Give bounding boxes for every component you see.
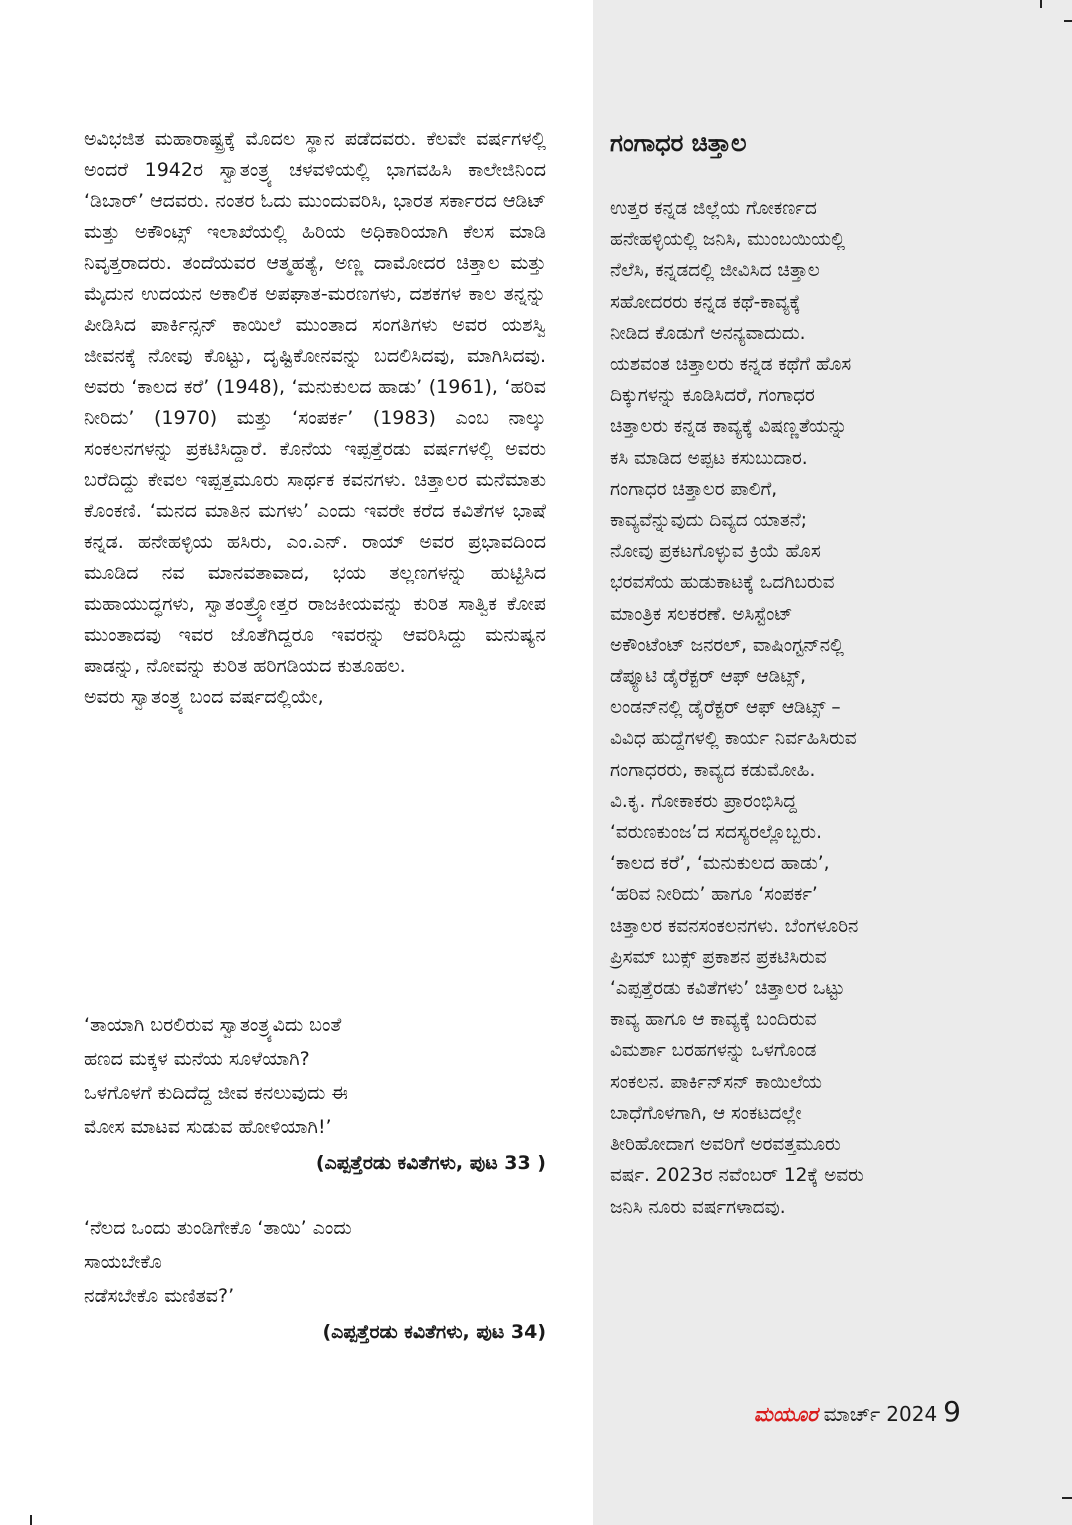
sidebar-text-line: ಡೆಪ್ಯೂಟಿ ಡೈರೆಕ್ಟರ್ ಆಫ್ ಆಡಿಟ್ಸ್, [610,666,806,688]
sidebar-text-line: ‘ಎಪ್ಪತ್ತೆರಡು ಕವಿತೆಗಳು’ ಚಿತ್ತಾಲರ ಒಟ್ಟು [610,978,845,1000]
sidebar-text-line: ಕಾವ್ಯವೆನ್ನುವುದು ದಿವ್ಯದ ಯಾತನೆ; [610,510,807,532]
sidebar-text-line: ಭರವಸೆಯ ಹುಡುಕಾಟಕ್ಕೆ ಒದಗಿಬರುವ [610,572,835,594]
sidebar-text-line: ಕಸಿ ಮಾಡಿದ ಅಪ್ಪಟ ಕಸುಬುದಾರ. [610,447,808,469]
sidebar-text-line: ಕಾವ್ಯ ಹಾಗೂ ಆ ಕಾವ್ಯಕ್ಕೆ ಬಂದಿರುವ [610,1009,817,1031]
main-text-column [84,124,546,713]
poem-line: ‘ನೆಲದ ಒಂದು ತುಂಡಿಗೇಕೊ ‘ತಾಯಿ’ ಎಂದು [84,1217,352,1239]
poem-citation: (ಎಪ್ಪತ್ತೆರಡು ಕವಿತೆಗಳು, ಪುಟ 33 ) [315,1152,546,1174]
sidebar-text-line: ಸಂಕಲನ. ಪಾರ್ಕಿನ್‌ಸನ್ ಕಾಯಿಲೆಯ [610,1071,822,1093]
sidebar-text-line: ಗಂಗಾಧರ ಚಿತ್ತಾಲರ ಪಾಲಿಗೆ, [610,478,778,500]
sidebar-text-line: ಯಶವಂತ ಚಿತ್ತಾಲರು ಕನ್ನಡ ಕಥೆಗೆ ಹೊಸ [610,354,852,376]
crop-mark-right-top [1064,20,1072,22]
sidebar-text-line: ಜನಿಸಿ ನೂರು ವರ್ಷಗಳಾದವು. [610,1196,786,1218]
crop-mark-bottom-left [30,1515,32,1525]
crop-mark-top [1040,0,1042,8]
poem-line: ಹಣದ ಮಕ್ಕಳ ಮನೆಯ ಸೂಳೆಯಾಗಿ? [84,1048,310,1070]
page-footer [754,1395,961,1428]
page-number: 9 [943,1395,961,1428]
sidebar-text-line: ನೀಡಿದ ಕೊಡುಗೆ ಅನನ್ಯವಾದುದು. [610,322,806,344]
sidebar-text-line: ವಿಮರ್ಶಾ ಬರಹಗಳನ್ನು ಒಳಗೊಂಡ [610,1040,817,1062]
poem-quote-2 [84,1211,546,1349]
sidebar-text-line: ಹನೇಹಳ್ಳಿಯಲ್ಲಿ ಜನಿಸಿ, ಮುಂಬಯಿಯಲ್ಲಿ [610,229,846,251]
sidebar-text-line: ಬಾಧೆಗೊಳಗಾಗಿ, ಆ ಸಂಕಟದಲ್ಲೇ [610,1102,802,1124]
body-paragraph: ಅವಿಭಜಿತ ಮಹಾರಾಷ್ಟ್ರಕ್ಕೆ ಮೊದಲ ಸ್ಥಾನ ಪಡೆದವರು. ಕೆಲವೇ ವರ್ಷಗಳಲ್ಲಿ ಅಂದರೆ 1942ರ ಸ್ವಾತಂತ್ರ್ಯ ಚಳವಳಿಯಲ್ಲಿ ಭಾಗವಹಿಸಿ ಕಾಲೇಜಿನಿಂದ ‘ಡಿಬಾರ್’ ಆದವರು. ನಂತರ ಓದು ಮುಂದುವರಿಸಿ, ಭಾರತ ಸರ್ಕಾರದ ಆಡಿಟ್ ಮತ್ತು ಅಕೌಂಟ್ಸ್ ಇಲಾಖೆಯಲ್ಲಿ ಹಿರಿಯ ಅಧಿಕಾರಿಯಾಗಿ ಕೆಲಸ ಮಾಡಿ ನಿವೃತ್ತರಾದರು. ತಂದೆಯವರ ಆತ್ಮಹತ್ಯೆ, ಅಣ್ಣ ದಾಮೋದರ ಚಿತ್ತಾಲ ಮತ್ತು ಮೈದುನ ಉದಯನ ಅಕಾಲಿಕ ಅಪಘಾತ-ಮರಣಗಳು, ದಶಕಗಳ ಕಾಲ ತನ್ನನ್ನು ಪೀಡಿಸಿದ ಪಾರ್ಕಿನ್ಸನ್ ಕಾಯಿಲೆ ಮುಂತಾದ ಸಂಗತಿಗಳು ಅವರ ಯಶಸ್ವಿ ಜೀವನಕ್ಕೆ ನೋವು ಕೊಟ್ಟು, ದೃಷ್ಟಿಕೋನವನ್ನು ಬದಲಿಸಿದವು, ಮಾಗಿಸಿದವು. ಅವರು ‘ಕಾಲದ ಕರೆ’ (1948), ‘ಮನುಕುಲದ ಹಾಡು’ (1961), ‘ಹರಿವ ನೀರಿದು’ (1970) ಮತ್ತು ‘ಸಂಪರ್ಕ’ (1983) ಎಂಬ ನಾಲ್ಕು ಸಂಕಲನಗಳನ್ನು ಪ್ರಕಟಿಸಿದ್ದಾರೆ. ಕೊನೆಯ ಇಪ್ಪತ್ತೆರಡು ವರ್ಷಗಳಲ್ಲಿ ಅವರು ಬರೆದಿದ್ದು ಕೇವಲ ಇಪ್ಪತ್ತಮೂರು ಸಾರ್ಥಕ ಕವನಗಳು. ಚಿತ್ತಾಲರ ಮನೆಮಾತು ಕೊಂಕಣಿ. ‘ಮನದ ಮಾತಿನ ಮಗಳು’ ಎಂದು ಇವರೇ ಕರೆದ ಕವಿತೆಗಳ ಭಾಷೆ ಕನ್ನಡ. ಹನೇಹಳ್ಳಿಯ ಹಸಿರು, ಎಂ.ಎನ್. ರಾಯ್ ಅವರ ಪ್ರಭಾವದಿಂದ ಮೂಡಿದ ನವ ಮಾನವತಾವಾದ, ಭಯ ತಲ್ಲಣಗಳನ್ನು ಹುಟ್ಟಿಸಿದ ಮಹಾಯುದ್ಧಗಳು, ಸ್ವಾತಂತ್ರ್ಯೋತ್ತರ ರಾಜಕೀಯವನ್ನು ಕುರಿತ ಸಾತ್ವಿಕ ಕೋಪ ಮುಂತಾದವು ಇವರ ಜೊತೆಗಿದ್ದರೂ ಇವರನ್ನು ಆವರಿಸಿದ್ದು ಮನುಷ್ಯನ ಪಾಡನ್ನು, ನೋವನ್ನು ಕುರಿತ ಹರಿಗಡಿಯದ ಕುತೂಹಲ. [84,128,546,677]
sidebar-text-line: ವಿವಿಧ ಹುದ್ದೆಗಳಲ್ಲಿ ಕಾರ್ಯ ನಿರ್ವಹಿಸಿರುವ [610,728,857,750]
sidebar-text-line: ವರ್ಷ. 2023ರ ನವೆಂಬರ್ 12ಕ್ಕೆ ಅವರು [610,1165,864,1187]
sidebar-text-line: ‘ಹರಿವ ನೀರಿದು’ ಹಾಗೂ ‘ಸಂಪರ್ಕ’ [610,884,818,906]
poem-line: ‘ತಾಯಾಗಿ ಬರಲಿರುವ ಸ್ವಾತಂತ್ರ್ಯವಿದು ಬಂತೆ [84,1014,342,1036]
sidebar-text-line: ನೋವು ಪ್ರಕಟಗೊಳ್ಳುವ ಕ್ರಿಯೆ ಹೊಸ [610,541,821,563]
sidebar-text-line: ಪ್ರಿಸಮ್ ಬುಕ್ಸ್ ಪ್ರಕಾಶನ ಪ್ರಕಟಿಸಿರುವ [610,946,827,968]
poem-quote-1 [84,1008,546,1180]
sidebar-text-line: ಚಿತ್ತಾಲರ ಕವನಸಂಕಲನಗಳು. ಬೆಂಗಳೂರಿನ [610,915,859,937]
footer-year: 2024 [886,1402,938,1426]
poem-line: ಸಾಯಬೇಕೊ [84,1251,162,1273]
poem-line: ಮೋಸ ಮಾಟವ ಸುಡುವ ಹೋಳಿಯಾಗಿ!’ [84,1116,332,1138]
sidebar-text-line: ಗಂಗಾಧರರು, ಕಾವ್ಯದ ಕಡುಮೋಹಿ. [610,759,816,781]
sidebar-text-line: ‘ಕಾಲದ ಕರೆ’, ‘ಮನುಕುಲದ ಹಾಡು’, [610,853,830,875]
sidebar-bio-text [610,193,966,1223]
sidebar-text-line: ಲಂಡನ್‌ನಲ್ಲಿ ಡೈರೆಕ್ಟರ್ ಆಫ್ ಆಡಿಟ್ಸ್ – [610,697,841,719]
magazine-logo: ಮಯೂರ [753,1402,818,1426]
sidebar-text-line: ಚಿತ್ತಾಲರು ಕನ್ನಡ ಕಾವ್ಯಕ್ಕೆ ವಿಷಣ್ಣತೆಯನ್ನು [610,416,848,438]
body-last-line: ಅವರು ಸ್ವಾತಂತ್ರ್ಯ ಬಂದ ವರ್ಷದಲ್ಲಿಯೇ, [84,686,324,708]
sidebar-text-line: ನೆಲೆಸಿ, ಕನ್ನಡದಲ್ಲಿ ಜೀವಿಸಿದ ಚಿತ್ತಾಲ [610,260,820,282]
sidebar-heading: ಗಂಗಾಧರ ಚಿತ್ತಾಲ [610,129,747,157]
sidebar-text-line: ವಿ.ಕೃ. ಗೋಕಾಕರು ಪ್ರಾರಂಭಿಸಿದ್ದ [610,790,797,812]
sidebar-text-line: ಉತ್ತರ ಕನ್ನಡ ಜಿಲ್ಲೆಯ ಗೋಕರ್ಣದ [610,198,817,219]
sidebar-text-line: ಅಕೌಂಟೆಂಟ್ ಜನರಲ್, ವಾಷಿಂಗ್ಟನ್‌ನಲ್ಲಿ [610,634,844,656]
sidebar-text-line: ‘ವರುಣಕುಂಜ’ದ ಸದಸ್ಯರಲ್ಲೊಬ್ಬರು. [610,822,822,844]
poem-citation: (ಎಪ್ಪತ್ತೆರಡು ಕವಿತೆಗಳು, ಪುಟ 34) [322,1321,546,1343]
sidebar-text-line: ತೀರಿಹೋದಾಗ ಅವರಿಗೆ ಅರವತ್ತಮೂರು [610,1134,841,1156]
sidebar-text-line: ದಿಕ್ಕುಗಳನ್ನು ಕೂಡಿಸಿದರೆ, ಗಂಗಾಧರ [610,385,815,407]
poem-line: ನಡೆಸಬೇಕೊ ಮಣಿತವ?’ [84,1285,235,1307]
crop-mark-right-bottom [1062,1497,1072,1499]
sidebar-text-line: ಮಾಂತ್ರಿಕ ಸಲಕರಣೆ. ಅಸಿಸ್ಟೆಂಟ್ [610,603,793,625]
footer-month: ಮಾರ್ಚ್ [823,1402,881,1426]
sidebar-text-line: ಸಹೋದರರು ಕನ್ನಡ ಕಥೆ-ಕಾವ್ಯಕ್ಕೆ [610,291,801,313]
poem-line: ಒಳಗೊಳಗೆ ಕುದಿದೆದ್ದ ಜೀವ ಕನಲುವುದು ಈ [84,1082,348,1104]
